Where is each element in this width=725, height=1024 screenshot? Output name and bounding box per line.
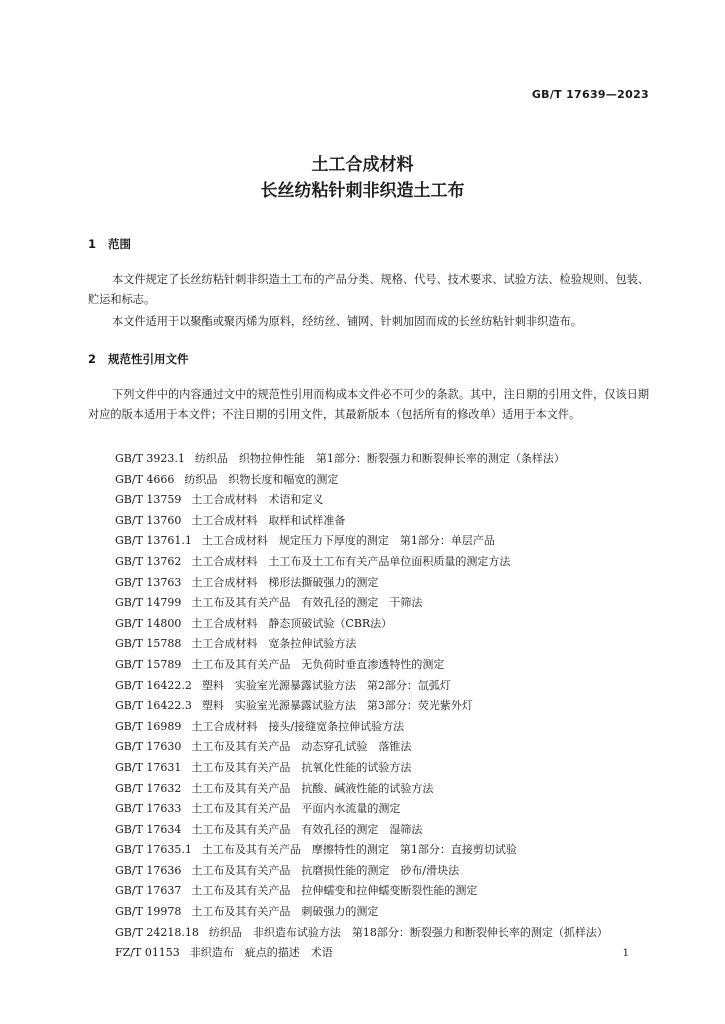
reference-title: 非织造布 疵点的描述 术语 (189, 946, 333, 960)
reference-item (115, 470, 675, 491)
reference-code: GB/T 16422.3 (115, 699, 192, 713)
reference-title: 土工布及其有关产品 摩擦特性的测定 第1部分：直接剪切试验 (201, 843, 517, 857)
reference-title: 土工布及其有关产品 抗磨损性能的测定 砂布/滑块法 (191, 863, 460, 877)
reference-code: GB/T 15788 (115, 637, 182, 651)
reference-code: GB/T 13760 (115, 513, 182, 527)
reference-item (115, 923, 675, 944)
reference-item (115, 531, 675, 552)
reference-code: GB/T 13759 (115, 493, 182, 507)
reference-item (115, 799, 675, 820)
reference-code: GB/T 14800 (115, 616, 182, 630)
reference-code: GB/T 15789 (115, 657, 182, 671)
page-number: 1 (622, 948, 629, 959)
reference-code: GB/T 17631 (115, 760, 182, 774)
reference-title: 纺织品 织物拉伸性能 第1部分：断裂强力和断裂伸长率的测定（条样法） (194, 452, 565, 465)
reference-code: GB/T 16422.2 (115, 678, 192, 692)
reference-item (115, 593, 675, 614)
reference-title: 土工合成材料 梯形法撕破强力的测定 (191, 575, 379, 589)
reference-title: 土工布及其有关产品 抗氧化性能的试验方法 (191, 760, 412, 774)
reference-list (115, 449, 675, 964)
reference-item (115, 490, 675, 511)
reference-code: FZ/T 01153 (115, 946, 180, 960)
reference-item (115, 902, 675, 923)
section-number: 2 (88, 352, 97, 366)
reference-item (115, 779, 675, 800)
reference-title: 土工合成材料 规定压力下厚度的测定 第1部分：单层产品 (201, 534, 495, 548)
reference-title: 土工布及其有关产品 有效孔径的测定 湿筛法 (191, 822, 423, 836)
reference-item (115, 552, 675, 573)
reference-title: 纺织品 非织造布试验方法 第18部分：断裂强力和断裂伸长率的测定（抓样法） (208, 925, 608, 939)
reference-code: GB/T 13762 (115, 554, 182, 568)
reference-title: 纺织品 织物长度和幅宽的测定 (184, 472, 339, 486)
reference-title: 塑料 实验室光源暴露试验方法 第3部分：荧光紫外灯 (201, 699, 473, 713)
reference-code: GB/T 13763 (115, 575, 182, 589)
reference-title: 塑料 实验室光源暴露试验方法 第2部分：氙弧灯 (201, 678, 451, 692)
reference-item (115, 820, 675, 841)
document-title-line2: 长丝纺粘针刺非织造土工布 (260, 181, 465, 201)
reference-title: 土工合成材料 静态顶破试验（CBR法） (191, 616, 393, 630)
reference-item (115, 840, 675, 861)
reference-code: GB/T 16989 (115, 719, 182, 733)
reference-item (115, 943, 675, 964)
reference-item (115, 614, 675, 635)
reference-item (115, 655, 675, 676)
reference-code: GB/T 17635.1 (115, 843, 192, 857)
reference-code: GB/T 14799 (115, 596, 182, 610)
reference-title: 土工布及其有关产品 平面内水流量的测定 (191, 802, 401, 816)
reference-title: 土工合成材料 术语和定义 (191, 493, 324, 507)
reference-code: GB/T 17630 (115, 740, 182, 754)
reference-code: GB/T 24218.18 (115, 925, 199, 939)
reference-title: 土工合成材料 宽条拉伸试验方法 (191, 637, 357, 651)
reference-title: 土工布及其有关产品 刺破强力的测定 (191, 905, 379, 919)
reference-title: 土工合成材料 取样和试样准备 (191, 513, 346, 527)
reference-code: GB/T 13761.1 (115, 534, 192, 548)
reference-code: GB/T 4666 (115, 472, 175, 486)
reference-code: GB/T 3923.1 (115, 452, 185, 465)
section-heading-text: 范围 (108, 237, 131, 251)
document-title-line1: 土工合成材料 (311, 155, 414, 175)
reference-title: 土工合成材料 土工布及土工布有关产品单位面积质量的测定方法 (191, 554, 511, 568)
reference-item (115, 861, 675, 882)
reference-item (115, 737, 675, 758)
normative-intro-paragraph: 下列文件中的内容通过文中的规范性引用而构成本文件必不可少的条款。其中，注日期的引用文件，仅该日期对应的版本适用于本文件；不注日期的引用文件，其最新版本（包括所有的修改单）适用于本文件。 (88, 388, 650, 421)
reference-code: GB/T 17634 (115, 822, 182, 836)
reference-code: GB/T 17637 (115, 884, 182, 898)
section-number: 1 (88, 237, 97, 251)
reference-title: 土工布及其有关产品 动态穿孔试验 落锥法 (191, 740, 412, 754)
scope-paragraph-2: 本文件适用于以聚酯或聚丙烯为原料，经纺丝、铺网、针刺加固而成的长丝纺粘针刺非织造布。 (112, 315, 582, 328)
reference-code: GB/T 17636 (115, 863, 182, 877)
standard-number: GB/T 17639—2023 (531, 88, 649, 101)
reference-item (115, 758, 675, 779)
section-heading-text: 规范性引用文件 (108, 352, 189, 366)
reference-item (115, 634, 675, 655)
reference-title: 土工合成材料 接头/接缝宽条拉伸试验方法 (191, 719, 405, 733)
reference-code: GB/T 19978 (115, 905, 182, 919)
reference-title: 土工布及其有关产品 无负荷时垂直渗透特性的测定 (191, 657, 445, 671)
reference-item (115, 717, 675, 738)
reference-item (115, 881, 675, 902)
section-scope-heading (88, 236, 131, 252)
reference-item (115, 511, 675, 532)
reference-item (115, 696, 675, 717)
section-normative-heading (88, 351, 189, 367)
reference-code: GB/T 17632 (115, 781, 182, 795)
reference-item (115, 676, 675, 697)
reference-title: 土工布及其有关产品 抗酸、碱液性能的试验方法 (191, 781, 434, 795)
reference-item (115, 573, 675, 594)
reference-title: 土工布及其有关产品 有效孔径的测定 干筛法 (191, 596, 423, 610)
scope-paragraph-1: 本文件规定了长丝纺粘针刺非织造土工布的产品分类、规格、代号、技术要求、试验方法、检验规则、包装、贮运和标志。 (88, 273, 650, 306)
reference-code: GB/T 17633 (115, 802, 182, 816)
reference-item (115, 449, 675, 470)
reference-title: 土工布及其有关产品 拉伸蠕变和拉伸蠕变断裂性能的测定 (191, 884, 478, 898)
